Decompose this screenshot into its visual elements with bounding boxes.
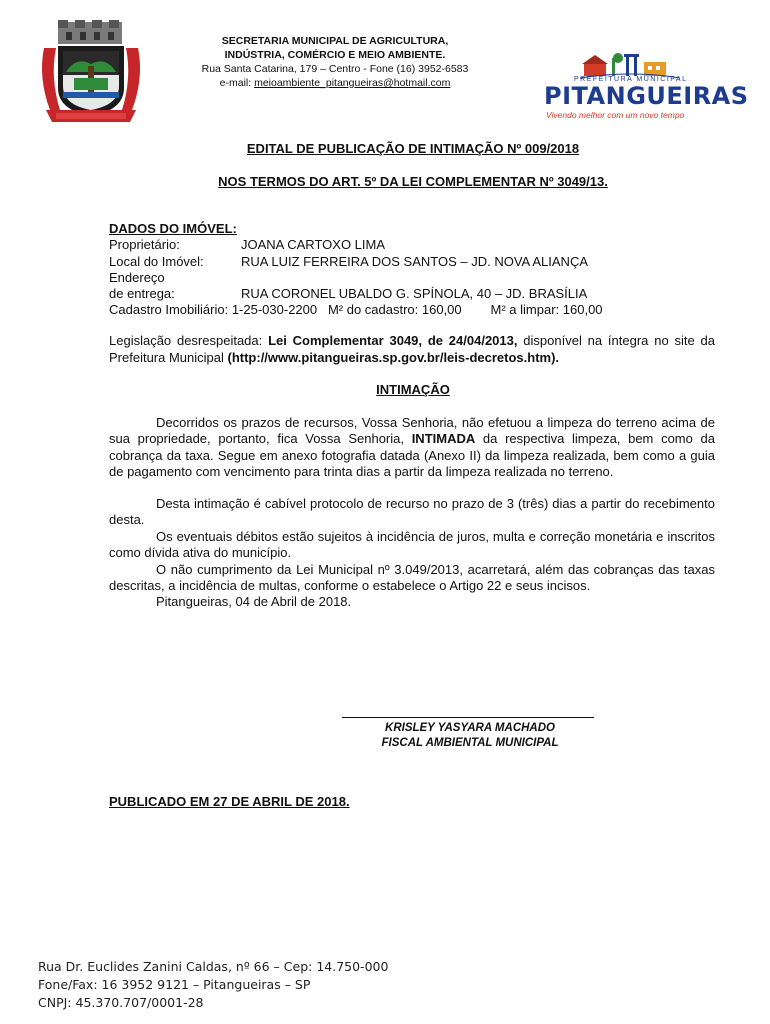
p1-text-a: Decorridos os prazos de recursos, Vossa Senhoria, não efetuou a limpeza do terreno acima de sua propriedade, portanto, fica Vossa Senhoria, [109, 415, 715, 447]
intimacao-paragraph-2 [109, 496, 715, 529]
proprietario-value: JOANA CARTOXO LIMA [241, 237, 386, 252]
header-block [170, 34, 500, 90]
signatory-role: FISCAL AMBIENTAL MUNICIPAL [381, 737, 559, 749]
header-email-line [170, 76, 500, 90]
date-text: Pitangueiras, 04 de Abril de 2018. [156, 594, 352, 609]
pitangueiras-logo [540, 52, 749, 122]
signatory-name: KRISLEY YASYARA MACHADO [385, 722, 555, 734]
entrega-value: RUA CORONEL UBALDO G. SPÍNOLA, 40 – JD. BRASÍLIA [241, 286, 588, 301]
coat-of-arms-icon [36, 18, 146, 126]
p2-text: Desta intimação é cabível protocolo de recurso no prazo de 3 (três) dias a partir do recebimento desta. [109, 496, 715, 528]
intimacao-heading: INTIMAÇÃO [376, 382, 450, 397]
footer-cnpj: CNPJ: 45.370.707/0001-28 [38, 995, 204, 1010]
legislacao-paragraph [109, 332, 715, 366]
dados-heading: DADOS DO IMÓVEL: [109, 221, 237, 236]
local-value: RUA LUIZ FERREIRA DOS SANTOS – JD. NOVA ALIANÇA [241, 254, 589, 269]
p4-text: O não cumprimento da Lei Municipal nº 3.049/2013, acarretará, além das cobranças das taxas descritas, a incidência de multas, conforme o estabelece o Artigo 22 e seus incisos. [109, 562, 715, 594]
proprietario-label: Proprietário: [109, 237, 180, 252]
entrega-label: de entrega: [109, 286, 175, 301]
cadastro-line: Cadastro Imobiliário: 1-25-030-2200 M² do cadastro: 160,00 M² a limpar: 160,00 [109, 302, 603, 317]
footer-phone: Fone/Fax: 16 3952 9121 – Pitangueiras – SP [38, 977, 311, 992]
logo-wordmark: PITANGUEIRAS [544, 82, 749, 110]
document-date [109, 594, 715, 610]
legislacao-url[interactable]: (http://www.pitangueiras.sp.gov.br/leis-decretos.htm). [227, 350, 560, 365]
logo-slogan: Vivendo melhor com um novo tempo [546, 110, 685, 120]
p3-text: Os eventuais débitos estão sujeitos à incidência de juros, multa e correção monetária e inscritos como dívida ativa do município. [109, 529, 715, 561]
logo-arc-text: PREFEITURA MUNICIPAL [574, 76, 688, 83]
p1-text-b: da respectiva limpeza, bem como da cobrança da taxa. Segue em anexo fotografia datada (Anexo II) da limpeza realizada, bem como a guia de pagamento com vencimento para trinta dias a partir da limpeza realizada no terreno. [109, 431, 715, 479]
intimacao-paragraph-3 [109, 529, 715, 562]
email-label: e-mail: [219, 77, 255, 89]
email-link[interactable]: meioambiente_pitangueiras@hotmail.com [254, 77, 451, 89]
intimacao-paragraph-1 [109, 415, 715, 480]
signature-line [342, 717, 594, 718]
termos-subtitle: NOS TERMOS DO ART. 5º DA LEI COMPLEMENTAR Nº 3049/13. [218, 174, 608, 189]
secretaria-line-1: SECRETARIA MUNICIPAL DE AGRICULTURA, [221, 35, 449, 47]
p1-intimada: INTIMADA [411, 431, 476, 447]
endereco-label: Endereço [109, 270, 165, 285]
secretaria-line-2: INDÚSTRIA, COMÉRCIO E MEIO AMBIENTE. [224, 49, 446, 61]
intimacao-paragraph-4 [109, 562, 715, 595]
legislacao-lei: Lei Complementar 3049, de 24/04/2013, [268, 333, 518, 348]
header-address: Rua Santa Catarina, 179 – Centro - Fone (16) 3952-6583 [201, 63, 469, 75]
footer-address: Rua Dr. Euclides Zanini Caldas, nº 66 – Cep: 14.750-000 [38, 959, 389, 974]
publicado-line: PUBLICADO EM 27 DE ABRIL DE 2018. [109, 794, 350, 809]
edital-title: EDITAL DE PUBLICAÇÃO DE INTIMAÇÃO Nº 009/2018 [246, 141, 580, 156]
legislacao-prefix: Legislação desrespeitada: [109, 333, 269, 348]
legislacao-middle: disponível na íntegra no site da Prefeitura Municipal [109, 333, 715, 365]
local-label: Local do Imóvel: [109, 254, 204, 269]
